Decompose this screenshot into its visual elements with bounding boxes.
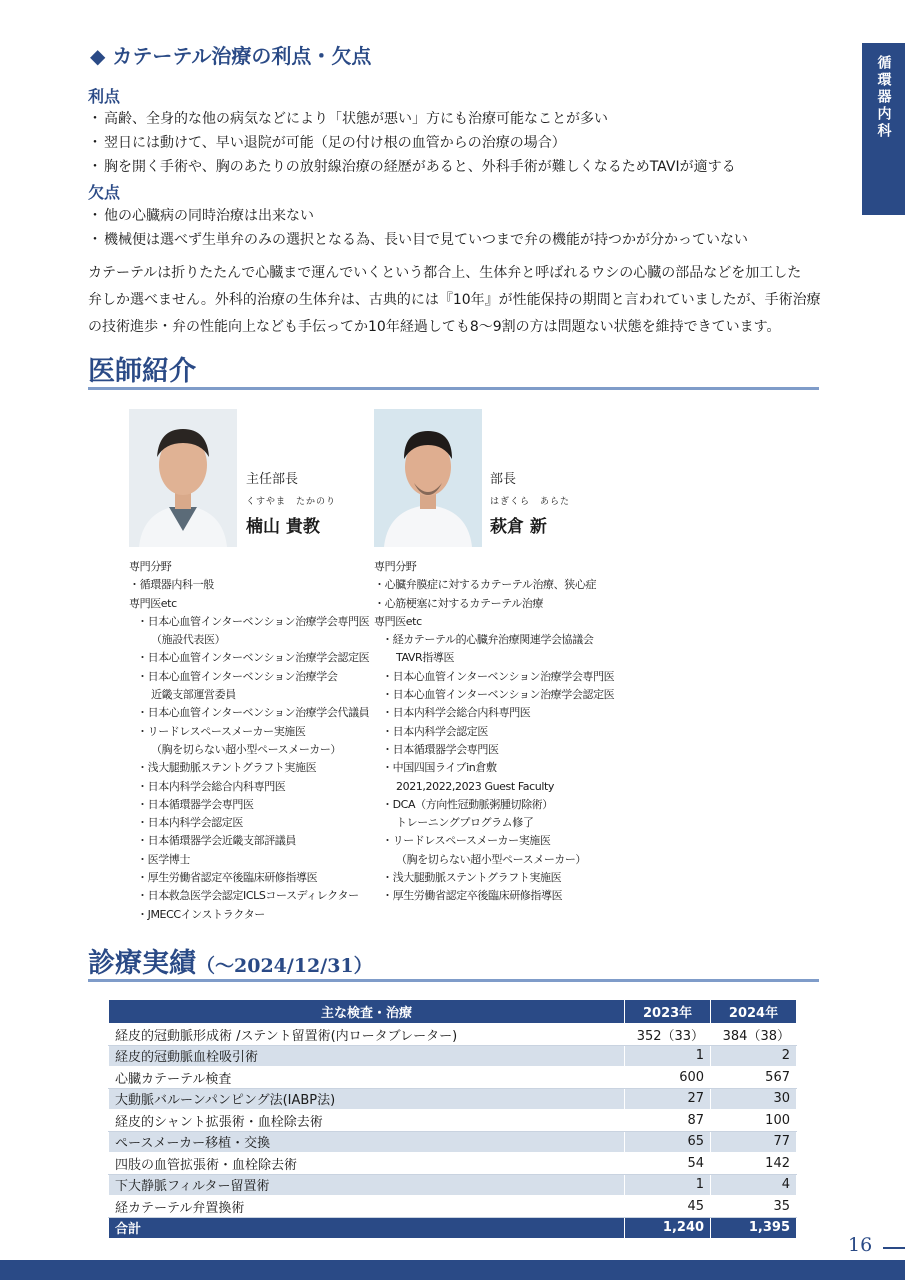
year-count: 1 bbox=[625, 1045, 711, 1067]
year-count: 87 bbox=[625, 1110, 711, 1132]
cert-item: ・日本循環器学会専門医 bbox=[382, 742, 499, 756]
total-count: 1,395 bbox=[711, 1217, 797, 1239]
year-count: 1 bbox=[625, 1174, 711, 1196]
cert-item: ・日本内科学会認定医 bbox=[382, 724, 488, 738]
cons-item: ・ 機械便は選べず生単弁のみの選択となる為、長い目で見ていつまで弁の機能が持つかが分かっていない bbox=[88, 232, 748, 248]
year-count: 567 bbox=[711, 1067, 797, 1089]
table-header: 主な検査・治療 bbox=[109, 1000, 625, 1024]
cert-item: ・日本循環器学会専門医 bbox=[137, 797, 254, 811]
cert-item: 2021,2022,2023 Guest Faculty bbox=[396, 779, 555, 793]
table-row bbox=[109, 1024, 797, 1046]
specialty-item: ・循環器内科一般 bbox=[129, 578, 214, 592]
year-count: 142 bbox=[711, 1153, 797, 1175]
doctor-name: 楠山 貴教 bbox=[246, 517, 320, 537]
specialty-item: ・心筋梗塞に対するカテーテル治療 bbox=[374, 596, 544, 610]
paragraph-line: 弁しか選べません。外科的治療の生体弁は、古典的には『10年』が性能保持の期間と言われていましたが、手術治療 bbox=[88, 292, 821, 308]
procedure-name: ペースメーカー移植・交換 bbox=[109, 1131, 625, 1153]
cert-item: ・経カテーテル的心臓弁治療関連学会協議会 bbox=[382, 633, 594, 647]
table-header-row bbox=[109, 1000, 797, 1024]
year-count: 35 bbox=[711, 1196, 797, 1218]
table-row bbox=[109, 1131, 797, 1153]
cert-item: ・医学博士 bbox=[137, 852, 190, 866]
cert-item: ・日本心血管インターベンション治療学会 bbox=[137, 669, 338, 683]
year-count: 2 bbox=[711, 1045, 797, 1067]
cert-label: 専門医etc bbox=[374, 614, 422, 628]
procedure-name: 経皮的冠動脈血栓吸引術 bbox=[109, 1045, 625, 1067]
cert-item: ・浅大腿動脈ステントグラフト実施医 bbox=[382, 871, 562, 885]
cert-item: ・日本心血管インターベンション治療学会専門医 bbox=[137, 614, 370, 628]
cert-item: TAVR指導医 bbox=[396, 651, 455, 665]
procedure-name: 大動脈バルーンパンピング法(IABP法) bbox=[109, 1088, 625, 1110]
procedure-name: 下大静脈フィルター留置術 bbox=[109, 1174, 625, 1196]
specialty-item: ・心臓弁膜症に対するカテーテル治療、狭心症 bbox=[374, 578, 597, 592]
year-count: 54 bbox=[625, 1153, 711, 1175]
cert-item: ・日本内科学会認定医 bbox=[137, 816, 243, 830]
year-count: 30 bbox=[711, 1088, 797, 1110]
page-number: 16 bbox=[848, 1234, 873, 1256]
year-count: 27 bbox=[625, 1088, 711, 1110]
cert-item: ・日本心血管インターベンション治療学会代議員 bbox=[137, 706, 370, 720]
doctor-role: 部長 bbox=[490, 472, 517, 487]
table-row bbox=[109, 1174, 797, 1196]
doctor-credentials bbox=[374, 558, 614, 906]
table-row bbox=[109, 1067, 797, 1089]
paragraph-line: カテーテルは折りたたんで心臓まで運んでいくという都合上、生体弁と呼ばれるウシの心臓の部品などを加工した bbox=[88, 265, 802, 281]
footer-band bbox=[0, 1260, 905, 1280]
paragraph-line: の技術進歩・弁の性能向上なども手伝ってか10年経過しても8〜9割の方は問題ない状態を維持できています。 bbox=[88, 319, 781, 335]
table-row bbox=[109, 1196, 797, 1218]
cert-item: （施設代表医） bbox=[151, 633, 226, 647]
doctors-title: 医師紹介 bbox=[88, 356, 196, 387]
table-row bbox=[109, 1088, 797, 1110]
cert-item: ・中国四国ライブin倉敷 bbox=[382, 761, 497, 775]
cert-item: ・リードレスペースメーカー実施医 bbox=[382, 834, 551, 848]
doctor-name-kana: くすやま たかのり bbox=[246, 497, 337, 507]
year-count: 384（38） bbox=[711, 1024, 797, 1046]
total-label: 合計 bbox=[109, 1217, 625, 1239]
year-count: 100 bbox=[711, 1110, 797, 1132]
cert-item: ・JMECCインストラクター bbox=[137, 907, 265, 921]
year-count: 352（33） bbox=[625, 1024, 711, 1046]
doctor-name-kana: はぎくら あらた bbox=[490, 497, 571, 507]
year-count: 77 bbox=[711, 1131, 797, 1153]
procedure-name: 四肢の血管拡張術・血栓除去術 bbox=[109, 1153, 625, 1175]
table-header: 2023年 bbox=[625, 1000, 711, 1024]
cert-item: ・日本内科学会総合内科専門医 bbox=[382, 706, 531, 720]
cert-label: 専門医etc bbox=[129, 596, 177, 610]
year-count: 65 bbox=[625, 1131, 711, 1153]
procedure-name: 心臓カテーテル検査 bbox=[109, 1067, 625, 1089]
cert-item: ・日本内科学会総合内科専門医 bbox=[137, 779, 286, 793]
results-title-rule bbox=[88, 979, 819, 982]
cert-item: ・厚生労働省認定卒後臨床研修指導医 bbox=[137, 871, 318, 885]
results-table bbox=[108, 999, 797, 1239]
doctor-photo bbox=[374, 409, 482, 547]
cert-item: ・日本心血管インターベンション治療学会専門医 bbox=[382, 669, 615, 683]
cert-item: ・日本心血管インターベンション治療学会認定医 bbox=[382, 688, 615, 702]
cons-title: 欠点 bbox=[88, 183, 121, 202]
doctors-title-rule bbox=[88, 387, 819, 390]
pros-item: ・ 翌日には動けて、早い退院が可能（足の付け根の血管からの治療の場合） bbox=[88, 135, 566, 151]
side-tab-label: 循環器内科 bbox=[875, 55, 892, 140]
cert-item: ・浅大腿動脈ステントグラフト実施医 bbox=[137, 761, 317, 775]
cert-item: ・日本循環器学会近畿支部評議員 bbox=[137, 834, 296, 848]
doctor-role: 主任部長 bbox=[246, 472, 299, 487]
procedure-name: 経皮的冠動脈形成術 /ステント留置術(内ロータブレーター) bbox=[109, 1024, 625, 1046]
pros-item: ・ 胸を開く手術や、胸のあたりの放射線治療の経歴があると、外科手術が難しくなるためTAVIが適する bbox=[88, 159, 736, 175]
cert-item: ・リードレスペースメーカー実施医 bbox=[137, 724, 306, 738]
table-row bbox=[109, 1045, 797, 1067]
year-count: 600 bbox=[625, 1067, 711, 1089]
pros-item: ・ 高齢、全身的な他の病気などにより「状態が悪い」方にも治療可能なことが多い bbox=[88, 111, 608, 127]
table-row bbox=[109, 1110, 797, 1132]
cert-item: ・日本心血管インターベンション治療学会認定医 bbox=[137, 651, 370, 665]
table-total-row bbox=[109, 1217, 797, 1239]
table-header: 2024年 bbox=[711, 1000, 797, 1024]
results-title-text: 診療実績 bbox=[88, 948, 196, 979]
side-tab bbox=[862, 43, 905, 215]
cert-item: 近畿支部運営委員 bbox=[151, 688, 236, 702]
procedure-name: 経カテーテル弁置換術 bbox=[109, 1196, 625, 1218]
cons-item: ・ 他の心臓病の同時治療は出来ない bbox=[88, 208, 314, 224]
year-count: 4 bbox=[711, 1174, 797, 1196]
results-period: （〜2024/12/31） bbox=[196, 955, 373, 977]
specialty-label: 専門分野 bbox=[374, 560, 417, 573]
cert-item: ・DCA（方向性冠動脈粥腫切除術） bbox=[382, 797, 553, 811]
doctor-photo bbox=[129, 409, 237, 547]
section-heading: ◆ カテーテル治療の利点・欠点 bbox=[90, 44, 372, 68]
results-title bbox=[88, 941, 373, 980]
total-count: 1,240 bbox=[625, 1217, 711, 1239]
table-row bbox=[109, 1153, 797, 1175]
pros-title: 利点 bbox=[88, 87, 121, 106]
cert-item: （胸を切らない超小型ペースメーカー） bbox=[396, 852, 587, 866]
doctor-name: 萩倉 新 bbox=[490, 517, 547, 537]
year-count: 45 bbox=[625, 1196, 711, 1218]
doctor-credentials bbox=[129, 558, 369, 924]
cert-item: （胸を切らない超小型ペースメーカー） bbox=[151, 742, 342, 756]
specialty-label: 専門分野 bbox=[129, 560, 172, 573]
procedure-name: 経皮的シャント拡張術・血栓除去術 bbox=[109, 1110, 625, 1132]
cert-item: ・日本救急医学会認定ICLSコースディレクター bbox=[137, 889, 359, 903]
cert-item: トレーニングプログラム修了 bbox=[396, 816, 534, 830]
cert-item: ・厚生労働省認定卒後臨床研修指導医 bbox=[382, 889, 563, 903]
page-number-dash bbox=[883, 1247, 905, 1249]
